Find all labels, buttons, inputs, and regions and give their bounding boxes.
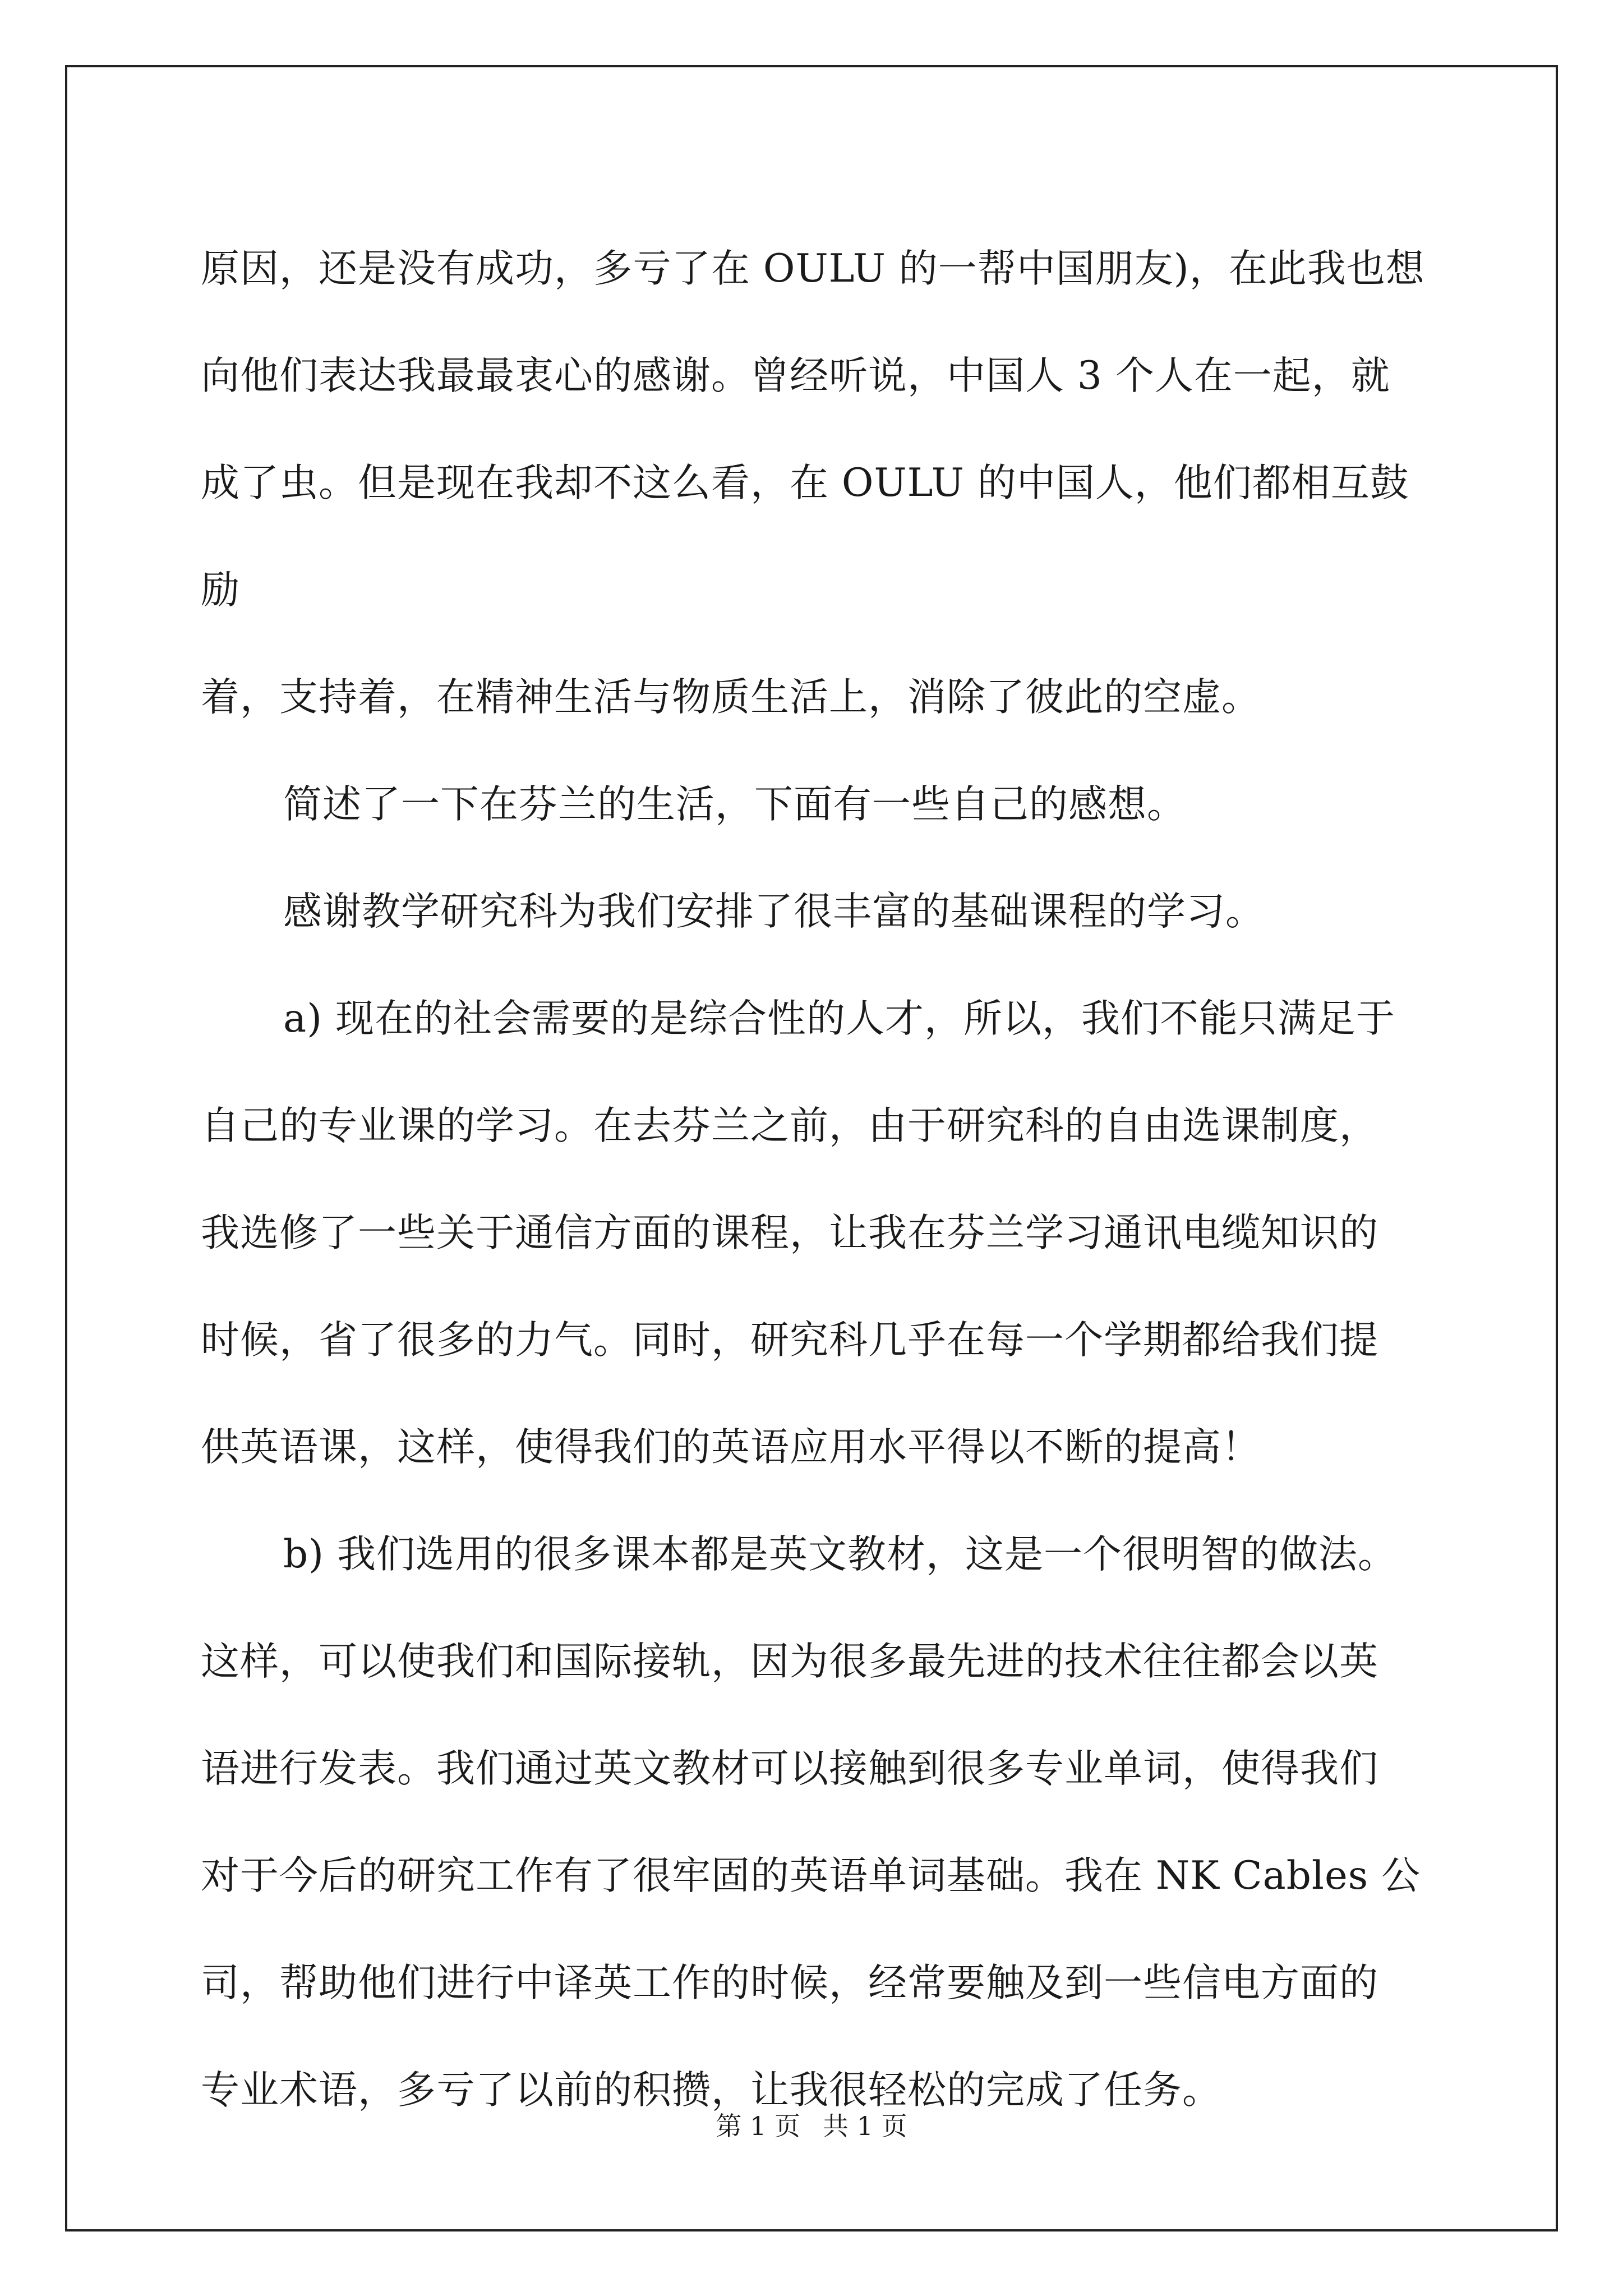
text-line: 时候，省了很多的力气。同时，研究科几乎在每一个学期都给我们提 [201,1318,1378,1363]
paragraph [201,215,1435,751]
text-line: 着，支持着，在精神生活与物质生活上，消除了彼此的空虚。 [201,675,1261,720]
text-line: a) 现在的社会需要的是综合性的人才，所以，我们不能只满足于 [283,996,1395,1041]
paragraph [201,1501,1435,2144]
paragraph [201,965,1435,1501]
text-line: 我选修了一些关于通信方面的课程，让我在芬兰学习通讯电缆知识的 [201,1211,1378,1255]
text-line: 向他们表达我最最衷心的感谢。曾经听说，中国人 3 个人在一起，就 [201,353,1390,398]
text-line: 专业术语，多亏了以前的积攒，让我很轻松的完成了任务。 [201,2068,1221,2113]
text-line: b) 我们选用的很多课本都是英文教材，这是一个很明智的做法。 [283,1532,1398,1577]
page-total: 共 1 页 [823,2111,907,2141]
text-line: 司，帮助他们进行中译英工作的时候，经常要触及到一些信电方面的 [201,1961,1378,2005]
text-line: 这样，可以使我们和国际接轨，因为很多最先进的技术往往都会以英 [201,1639,1378,1684]
page-number: 第 1 页 [716,2111,800,2141]
text-line: 供英语课，这样，使得我们的英语应用水平得以不断的提高！ [201,1425,1261,1470]
page-footer [0,2109,1623,2143]
text-line: 成了虫。但是现在我却不这么看，在 OULU 的中国人，他们都相互鼓励 [201,461,1409,613]
paragraph [201,751,1435,858]
text-line: 自己的专业课的学习。在去芬兰之前，由于研究科的自由选课制度， [201,1103,1378,1148]
document-body [201,215,1435,2144]
paragraph [201,858,1435,965]
text-line: 原因，还是没有成功，多亏了在 OULU 的一帮中国朋友)，在此我也想 [201,246,1425,291]
text-line: 语进行发表。我们通过英文教材可以接触到很多专业单词，使得我们 [201,1746,1378,1791]
text-line: 对于今后的研究工作有了很牢固的英语单词基础。我在 NK Cables 公 [201,1853,1421,1898]
text-line: 简述了一下在芬兰的生活，下面有一些自己的感想。 [283,782,1186,827]
text-line: 感谢教学研究科为我们安排了很丰富的基础课程的学习。 [283,889,1265,934]
